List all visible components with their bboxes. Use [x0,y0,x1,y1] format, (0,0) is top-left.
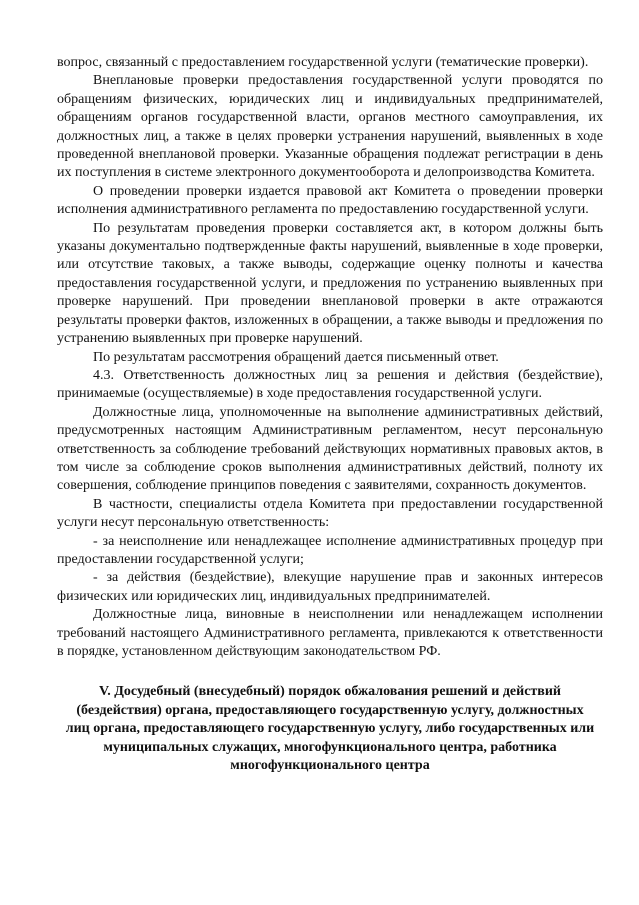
paragraph-liability: Должностные лица, виновные в неисполнении или ненадлежащем исполнении требований настоящего Административного регламента, привлекаются к ответственности в порядке, установленном действующим законодательством РФ. [57,607,603,659]
paragraph-official-responsibility: Должностные лица, уполномоченные на выполнение административных действий, предусмотренных настоящим Административным регламентом, несут персональную ответственность за соблюдение требований действующих нормативных правовых актов, в том числе за соблюдение сроков выполнения административных действий, полноту их совершения, соблюдение принципов поведения с заявителями, сохранность документов. [57,404,603,494]
document-page [57,54,603,775]
paragraph-written-response: По результатам рассмотрения обращений дается письменный ответ. [93,349,499,365]
paragraph-inspection-act: О проведении проверки издается правовой акт Комитета о проведении проверки исполнения административного регламента по предоставлению государственной услуги. [57,183,603,218]
paragraph-inspection-results: По результатам проведения проверки составляется акт, в котором должны быть указаны документально подтвержденные факты нарушений, выявленные в ходе проверки, или отсутствие таковых, а также выводы, содержащие оценку полноты и качества предоставления государственной услуги, и предложения по устранению выявленных при проверке нарушений. При проведении внеплановой проверки в акте отражаются результаты проверки фактов, изложенных в обращении, а также выводы и предложения по устранению выявленных при проверке нарушений. [57,220,603,347]
paragraph-continuation: вопрос, связанный с предоставлением государственной услуги (тематические проверки). [57,55,589,70]
paragraph-specialists-responsibility: В частности, специалисты отдела Комитета при предоставлении государственной услуги несут персональную ответственность: [57,496,603,531]
section-heading-v: V. Досудебный (внесудебный) порядок обжалования решений и действий (бездействия) органа, предоставляющего государственную услугу, должностных лиц органа, предоставляющего государственную услугу, либо государственных или муниципальных служащих, многофункционального центра, работника многофункционального центра [65,684,595,774]
paragraph-section-4-3: 4.3. Ответственность должностных лиц за решения и действия (бездействие), принимаемые (осуществляемые) в ходе предоставления государственной услуги. [57,367,603,402]
list-item-actions-inaction: - за действия (бездействие), влекущие нарушение прав и законных интересов физических или юридических лиц, индивидуальных предпринимателей. [57,570,603,604]
paragraph-unscheduled-inspections: Внеплановые проверки предоставления государственной услуги проводятся по обращениям физических, юридических лиц и индивидуальных предпринимателей, обращениям органов государственной власти, органов местного самоуправления, их должностных лиц, а также в целях проверки устранения нарушений, выявленных в ходе проведенной внеплановой проверки. Указанные обращения подлежат регистрации в день их поступления в системе электронного документооборота и делопроизводства Комитета. [57,73,603,181]
list-item-nonperformance: - за неисполнение или ненадлежащее исполнение административных процедур при предоставлении государственной услуги; [57,533,603,567]
